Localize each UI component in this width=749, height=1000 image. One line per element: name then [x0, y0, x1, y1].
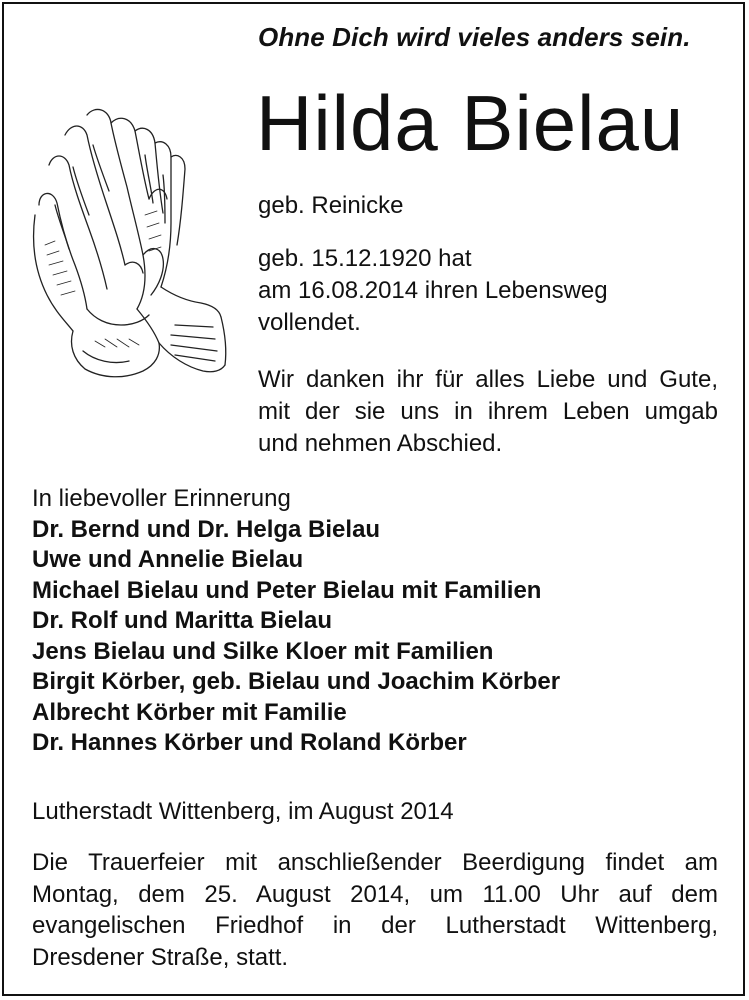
- mourner-line: Birgit Körber, geb. Bielau und Joachim Körber: [32, 668, 561, 695]
- thanks-line: Wir danken ihr für alles Liebe und Gute,: [258, 366, 718, 393]
- life-line: vollendet.: [258, 309, 361, 336]
- mourner-line: Michael Bielau und Peter Bielau mit Familien: [32, 576, 542, 604]
- mourner-line: Uwe und Annelie Bielau: [32, 546, 304, 573]
- family-intro: In liebevoller Erinnerung: [32, 485, 291, 512]
- funeral-line: Montag, dem 25. August 2014, um 11.00 Uhr auf dem: [32, 880, 718, 908]
- life-dates: [258, 243, 608, 339]
- thanks-line: mit der sie uns in ihrem Leben umgab: [258, 398, 718, 425]
- praying-hands-icon: [25, 95, 235, 395]
- life-line: geb. 15.12.1920 hat: [258, 245, 472, 272]
- motto: Ohne Dich wird vieles anders sein.: [258, 22, 691, 52]
- mourner-line: Jens Bielau und Silke Kloer mit Familien: [32, 637, 494, 665]
- mourner-line: Dr. Hannes Körber und Roland Körber: [32, 729, 467, 756]
- mourner-line: Dr. Rolf und Maritta Bielau: [32, 607, 333, 634]
- thanks-paragraph: [258, 364, 718, 460]
- mourner-line: Albrecht Körber mit Familie: [32, 698, 347, 726]
- mourners-list: [32, 484, 560, 759]
- maiden-name: geb. Reinicke: [258, 192, 404, 219]
- life-line: am 16.08.2014 ihren Lebensweg: [258, 277, 608, 304]
- mourner-line: Dr. Bernd und Dr. Helga Bielau: [32, 515, 381, 543]
- funeral-line: Dresdener Straße, statt.: [32, 943, 289, 971]
- funeral-paragraph: [32, 847, 718, 973]
- funeral-line: Die Trauerfeier mit anschließender Beerdigung findet am: [32, 849, 718, 876]
- thanks-line: und nehmen Abschied.: [258, 430, 503, 457]
- place-date: Lutherstadt Wittenberg, im August 2014: [32, 798, 454, 825]
- deceased-name: Hilda Bielau: [256, 79, 685, 167]
- funeral-line: evangelischen Friedhof in der Lutherstadt Wittenberg,: [32, 912, 718, 939]
